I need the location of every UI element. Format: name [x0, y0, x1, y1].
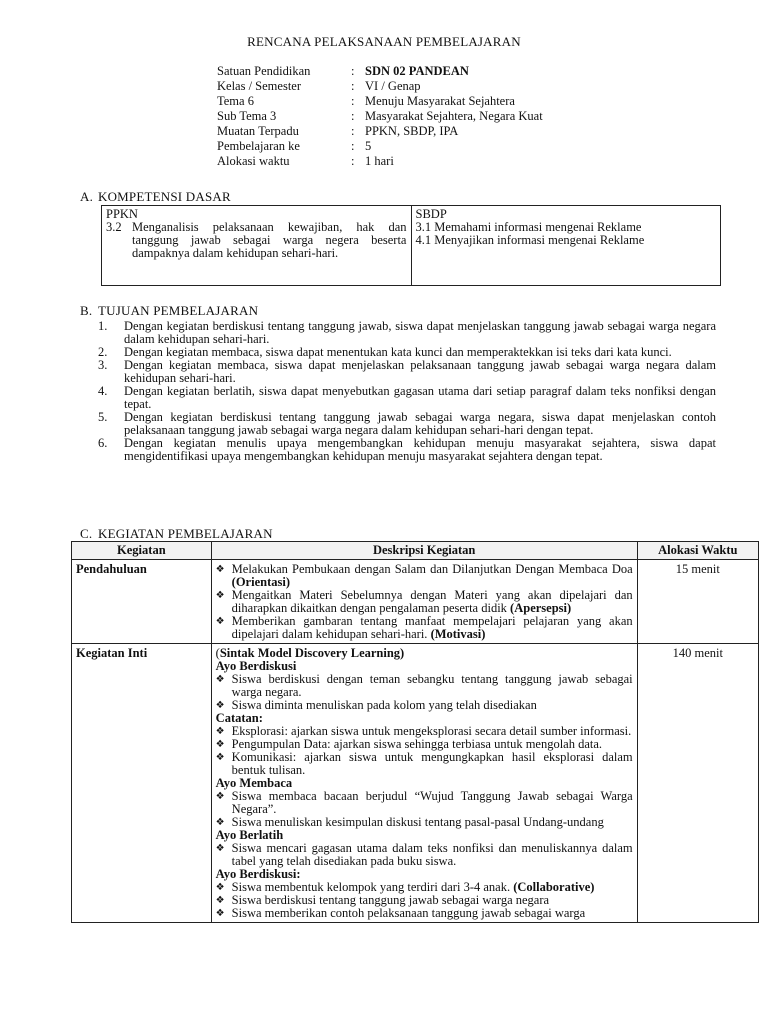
bullet-text: Memberikan gambaran tentang manfaat mempelajari pelajaran yang akan dipelajari dalam kehidupan sehari-hari. [231, 614, 633, 641]
kd-subject-heading: SBDP [415, 207, 447, 221]
bullet-item [216, 699, 633, 712]
bullet-text: Siswa berdiskusi tentang tanggung jawab sebagai warga negara [231, 893, 550, 907]
identity-sep: : [351, 64, 355, 78]
sub-heading: Catatan: [215, 711, 263, 725]
bullet-text: Siswa membaca bacaan berjudul “Wujud Tanggung Jawab sebagai Warga Negara”. [231, 789, 633, 816]
bullet-text: Komunikasi: ajarkan siswa untuk mengungkapkan hasil eksplorasi dalam bentuk tulisan. [231, 750, 633, 777]
identity-row [217, 94, 677, 109]
list-number: 2. [98, 345, 108, 359]
kd-cell-sbdp [411, 206, 721, 286]
model-title: Sintak Model Discovery Learning) [219, 646, 405, 660]
diamond-bullet-icon: ❖ [215, 791, 225, 802]
list-item [98, 320, 716, 346]
identity-value: PPKN, SBDP, IPA [365, 124, 459, 138]
table-row [72, 644, 759, 923]
identity-sep: : [351, 109, 355, 123]
identity-sep: : [351, 139, 355, 153]
bullet-text: Melakukan Pembukaan dengan Salam dan Dilanjutkan Dengan Membaca Doa [231, 562, 633, 576]
document-title: RENCANA PELAKSANAAN PEMBELAJARAN [247, 34, 521, 49]
identity-table [217, 64, 677, 169]
identity-sep: : [351, 94, 355, 108]
table-header-row [72, 542, 759, 560]
bullet-item [216, 751, 633, 777]
identity-sep: : [351, 154, 355, 168]
bullet-item [216, 563, 633, 589]
kompetensi-dasar-table [101, 205, 721, 286]
alokasi-waktu: 140 menit [637, 644, 758, 923]
bullet-item [216, 790, 633, 816]
bullet-tag: (Collaborative) [513, 880, 595, 894]
bullet-text: Siswa diminta menuliskan pada kolom yang telah disediakan [231, 698, 537, 712]
identity-value: 5 [365, 139, 372, 153]
kegiatan-table [71, 541, 759, 923]
identity-row [217, 64, 677, 79]
list-text: Dengan kegiatan membaca, siswa dapat menentukan kata kunci dan memperaktekkan isi teks dari kata kunci. [124, 345, 672, 359]
bullet-text: Siswa membentuk kelompok yang terdiri dari 3-4 anak. [231, 880, 511, 894]
identity-label: Satuan Pendidikan [217, 64, 311, 78]
list-number: 3. [98, 358, 108, 372]
list-number: 6. [98, 436, 108, 450]
bullet-text: Siswa berdiskusi dengan teman sebangku tentang tanggung jawab sebagai warga negara. [231, 672, 633, 699]
identity-label: Muatan Terpadu [217, 124, 299, 138]
identity-value: SDN 02 PANDEAN [365, 64, 469, 78]
list-text: Dengan kegiatan membaca, siswa dapat menjelaskan pelaksanaan tanggung jawab sebagai warga negara dalam kehidupan sehari-hari. [124, 358, 716, 385]
bullet-item [216, 907, 633, 920]
bullet-text: Eksplorasi: ajarkan siswa untuk mengeksplorasi secara detail sumber informasi. [231, 724, 632, 738]
list-item [98, 359, 716, 385]
sub-heading: Ayo Berdiskusi: [215, 867, 301, 881]
identity-value: 1 hari [365, 154, 394, 168]
identity-row [217, 139, 677, 154]
bullet-item [216, 615, 633, 641]
section-title: KEGIATAN PEMBELAJARAN [98, 526, 273, 541]
identity-row [217, 124, 677, 139]
kegiatan-name: Kegiatan Inti [72, 644, 212, 923]
identity-sep: : [351, 79, 355, 93]
bullet-item [216, 842, 633, 868]
identity-label: Sub Tema 3 [217, 109, 277, 123]
kd-number: 3.2 [106, 220, 122, 234]
kegiatan-description [211, 560, 637, 644]
bullet-text: Siswa menuliskan kesimpulan diskusi tentang pasal-pasal Undang-undang [231, 815, 604, 829]
column-header-kegiatan: Kegiatan [72, 542, 212, 560]
identity-row [217, 154, 677, 169]
list-text: Dengan kegiatan menulis upaya mengembangkan kehidupan menuju masyarakat sejahtera, siswa dapat mengidentifikasi upaya mengembangkan kehidupan menuju masyarakat sejahtera dengan tepat. [124, 436, 716, 463]
section-title: KOMPETENSI DASAR [98, 189, 231, 204]
bullet-text: Pengumpulan Data: ajarkan siswa sehingga terbiasa untuk mengolah data. [231, 737, 603, 751]
identity-label: Alokasi waktu [217, 154, 290, 168]
diamond-bullet-icon: ❖ [215, 882, 225, 893]
diamond-bullet-icon: ❖ [215, 817, 225, 828]
table-row [72, 560, 759, 644]
list-text: Dengan kegiatan berdiskusi tentang tanggung jawab sebagai warga negara, siswa dapat menjelaskan contoh pelaksanaan tanggung jawab sebagai warga negara dalam kehidupan sehari-hari dengan tepat. [124, 410, 716, 437]
kd-text: Menganalisis pelaksanaan kewajiban, hak dan tanggung jawab sebagai warga negera beserta dampaknya dalam kehidupan sehari-hari. [132, 220, 407, 260]
identity-value: Menuju Masyarakat Sejahtera [365, 94, 515, 108]
diamond-bullet-icon: ❖ [215, 908, 225, 919]
kd-text: 3.1 Memahami informasi mengenai Reklame [415, 220, 642, 234]
list-item [98, 411, 716, 437]
identity-row [217, 109, 677, 124]
diamond-bullet-icon: ❖ [215, 700, 225, 711]
kd-item [106, 221, 407, 260]
section-title: TUJUAN PEMBELAJARAN [98, 303, 259, 318]
list-number: 1. [98, 319, 108, 333]
list-number: 4. [98, 384, 108, 398]
diamond-bullet-icon: ❖ [215, 564, 225, 575]
section-c-heading [80, 527, 273, 540]
identity-row [217, 79, 677, 94]
bullet-tag: (Apersepsi) [510, 601, 572, 615]
identity-label: Tema 6 [217, 94, 254, 108]
section-letter: C. [80, 526, 93, 541]
kd-cell-ppkn [102, 206, 412, 286]
bullet-item [216, 673, 633, 699]
section-a-heading [80, 190, 231, 203]
diamond-bullet-icon: ❖ [215, 739, 225, 750]
diamond-bullet-icon: ❖ [215, 843, 225, 854]
identity-value: VI / Genap [365, 79, 421, 93]
sub-heading: Ayo Berdiskusi [215, 659, 297, 673]
sub-heading: Ayo Membaca [215, 776, 293, 790]
list-item [98, 437, 716, 463]
kd-subject-heading: PPKN [106, 207, 138, 221]
diamond-bullet-icon: ❖ [215, 590, 225, 601]
list-item [98, 385, 716, 411]
bullet-tag: (Orientasi) [231, 575, 290, 589]
bullet-tag: (Motivasi) [430, 627, 486, 641]
model-paren: ( [215, 646, 220, 660]
diamond-bullet-icon: ❖ [215, 752, 225, 763]
section-letter: A. [80, 189, 94, 204]
identity-label: Kelas / Semester [217, 79, 302, 93]
list-text: Dengan kegiatan berlatih, siswa dapat menyebutkan gagasan utama dari setiap paragraf dalam teks nonfiksi dengan tepat. [124, 384, 716, 411]
diamond-bullet-icon: ❖ [215, 616, 225, 627]
sub-heading: Ayo Berlatih [215, 828, 284, 842]
column-header-alokasi: Alokasi Waktu [637, 542, 758, 560]
kegiatan-description [211, 644, 637, 923]
list-number: 5. [98, 410, 108, 424]
section-b-heading [80, 304, 258, 317]
diamond-bullet-icon: ❖ [215, 726, 225, 737]
diamond-bullet-icon: ❖ [215, 895, 225, 906]
alokasi-waktu: 15 menit [637, 560, 758, 644]
bullet-text: Mengaitkan Materi Sebelumnya dengan Materi yang akan dipelajari dan diharapkan dikaitkan dengan pengalaman peserta didik [231, 588, 633, 615]
bullet-item [216, 589, 633, 615]
diamond-bullet-icon: ❖ [215, 674, 225, 685]
identity-sep: : [351, 124, 355, 138]
list-text: Dengan kegiatan berdiskusi tentang tanggung jawab, siswa dapat menjelaskan tanggung jawab sebagai warga negara dalam kehidupan sehari-hari. [124, 319, 716, 346]
tujuan-list [98, 320, 716, 463]
column-header-deskripsi: Deskripsi Kegiatan [211, 542, 637, 560]
kegiatan-name: Pendahuluan [72, 560, 212, 644]
section-letter: B. [80, 303, 93, 318]
bullet-text: Siswa mencari gagasan utama dalam teks nonfiksi dan menuliskannya dalam tabel yang telah disediakan pada buku siswa. [231, 841, 633, 868]
kd-text: 4.1 Menyajikan informasi mengenai Reklame [415, 233, 645, 247]
identity-value: Masyarakat Sejahtera, Negara Kuat [365, 109, 543, 123]
bullet-text: Siswa memberikan contoh pelaksanaan tanggung jawab sebagai warga [231, 906, 586, 920]
identity-label: Pembelajaran ke [217, 139, 300, 153]
